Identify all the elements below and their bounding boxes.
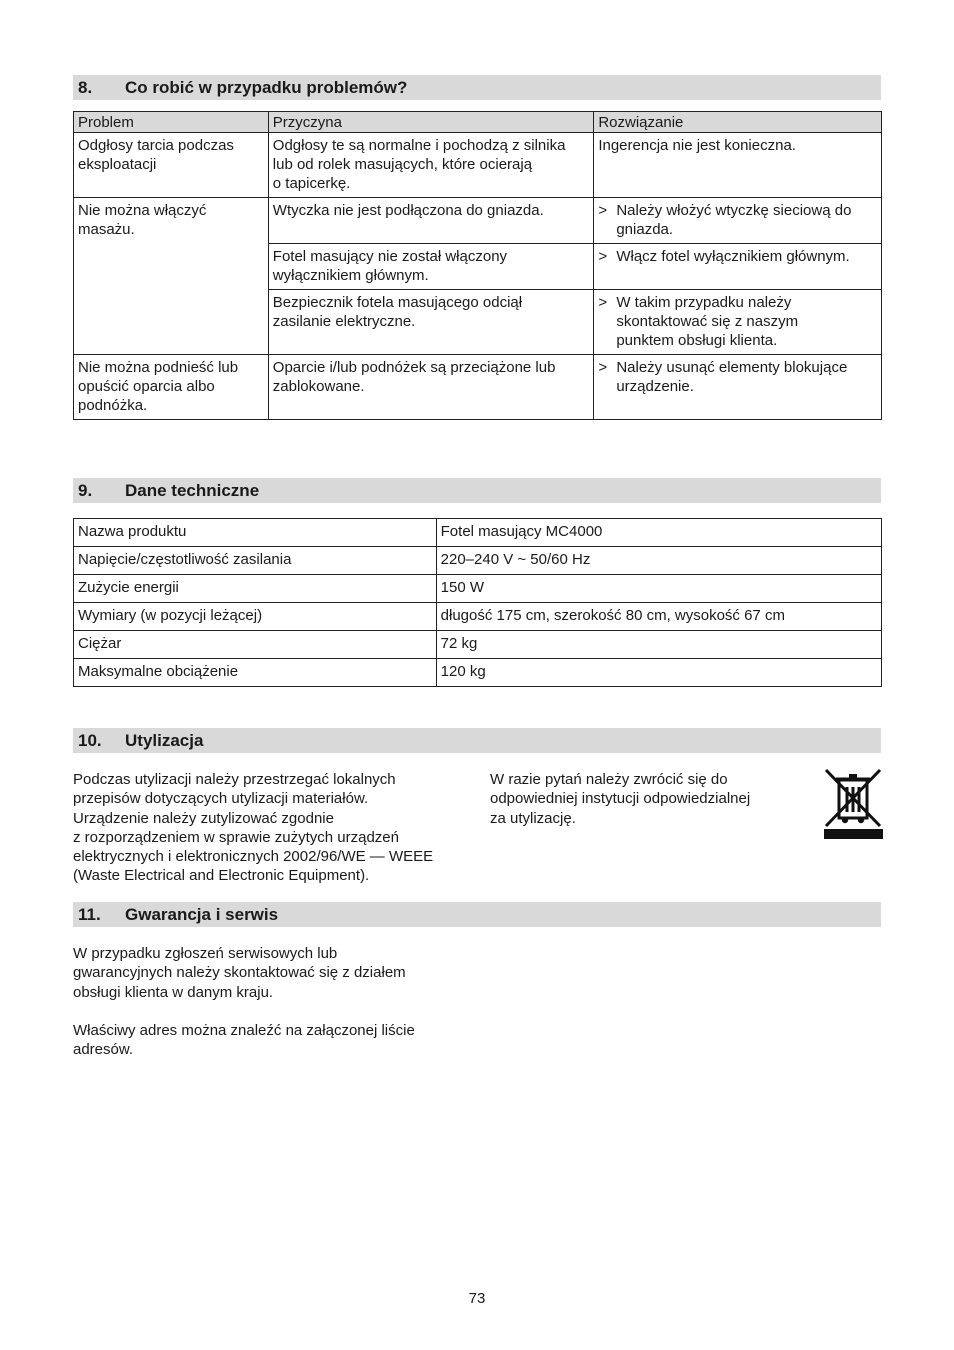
technical-data-table xyxy=(73,518,882,687)
troubleshooting-table xyxy=(73,111,882,420)
section-number: 11. xyxy=(78,905,101,924)
arrow-marker: > xyxy=(598,294,608,311)
solution-text: Włącz fotel wyłącznikiem głównym. xyxy=(616,248,850,265)
page-number: 73 xyxy=(468,1290,486,1307)
section-number: 9. xyxy=(78,481,93,500)
column-header-solution: Rozwiązanie xyxy=(594,112,882,133)
crossed-out-wheelie-bin-icon xyxy=(823,768,883,840)
problem-cell: Odgłosy tarcia podczas eksploatacji xyxy=(74,133,269,198)
solution-cell xyxy=(594,290,882,355)
spec-value: Fotel masujący MC4000 xyxy=(436,519,881,547)
spec-value: 72 kg xyxy=(436,631,881,659)
table-row xyxy=(74,547,882,575)
arrow-marker: > xyxy=(598,359,608,376)
spec-label: Zużycie energii xyxy=(74,575,437,603)
warranty-text-2: Właściwy adres można znaleźć na załączonej liście adresów. xyxy=(73,1022,415,1059)
table-header-row xyxy=(74,112,882,133)
cause-cell: Wtyczka nie jest podłączona do gniazda. xyxy=(268,198,594,244)
warranty-text-1: W przypadku zgłoszeń serwisowych lub gwarancyjnych należy skontaktować się z działem obsługi klienta w danym kraju. xyxy=(73,945,406,1001)
section-number: 8. xyxy=(78,78,93,97)
column-header-cause: Przyczyna xyxy=(268,112,594,133)
section-title: Gwarancja i serwis xyxy=(125,905,279,924)
disposal-text-left: Podczas utylizacji należy przestrzegać lokalnych przepisów dotyczących utylizacji materiałów. Urządzenie należy zutylizować zgodnie z rozporządzeniem w sprawie zużytych urządzeń elektrycznych i elektronicznych 2002/96/WE — WEEE (Waste Electrical and Electronic Equipment). xyxy=(73,771,434,885)
solution-text: Należy usunąć elementy blokujące urządzenie. xyxy=(616,359,848,395)
solution-cell: Ingerencja nie jest konieczna. xyxy=(594,133,882,198)
solution-cell xyxy=(594,198,882,244)
cause-cell: Fotel masujący nie został włączony wyłącznikiem głównym. xyxy=(268,244,594,290)
table-row xyxy=(74,631,882,659)
section-title: Co robić w przypadku problemów? xyxy=(125,78,408,97)
spec-label: Nazwa produktu xyxy=(74,519,437,547)
disposal-text-right: W razie pytań należy zwrócić się do odpowiedniej instytucji odpowiedzialnej za utylizację. xyxy=(490,771,751,827)
arrow-marker: > xyxy=(598,202,608,219)
spec-label: Maksymalne obciążenie xyxy=(74,659,437,687)
solution-cell xyxy=(594,244,882,290)
table-row xyxy=(74,603,882,631)
section-title: Utylizacja xyxy=(125,731,204,750)
column-header-problem: Problem xyxy=(74,112,269,133)
section-9-heading xyxy=(73,478,881,503)
section-number: 10. xyxy=(78,731,102,750)
table-row xyxy=(74,133,882,198)
table-row xyxy=(74,659,882,687)
spec-value: 150 W xyxy=(436,575,881,603)
cause-cell: Odgłosy te są normalne i pochodzą z silnika lub od rolek masujących, które ocierają o tapicerkę. xyxy=(268,133,594,198)
arrow-marker: > xyxy=(598,248,608,265)
table-row xyxy=(74,575,882,603)
problem-cell: Nie można włączyć masażu. xyxy=(74,198,269,355)
spec-label: Ciężar xyxy=(74,631,437,659)
section-title: Dane techniczne xyxy=(125,481,260,500)
section-11-heading xyxy=(73,902,881,927)
section-8-heading xyxy=(73,75,881,100)
table-row xyxy=(74,519,882,547)
solution-text: Należy włożyć wtyczkę sieciową do gniazda. xyxy=(616,202,852,238)
cause-cell: Oparcie i/lub podnóżek są przeciążone lub zablokowane. xyxy=(268,355,594,420)
cause-cell: Bezpiecznik fotela masującego odciął zasilanie elektryczne. xyxy=(268,290,594,355)
solution-cell xyxy=(594,355,882,420)
spec-value: 220–240 V ~ 50/60 Hz xyxy=(436,547,881,575)
problem-cell: Nie można podnieść lub opuścić oparcia albo podnóżka. xyxy=(74,355,269,420)
solution-text: W takim przypadku należy skontaktować się z naszym punktem obsługi klienta. xyxy=(616,294,799,349)
spec-label: Napięcie/częstotliwość zasilania xyxy=(74,547,437,575)
spec-label: Wymiary (w pozycji leżącej) xyxy=(74,603,437,631)
spec-value: 120 kg xyxy=(436,659,881,687)
table-row xyxy=(74,198,882,244)
table-row xyxy=(74,355,882,420)
section-10-heading xyxy=(73,728,881,753)
spec-value: długość 175 cm, szerokość 80 cm, wysokość 67 cm xyxy=(436,603,881,631)
